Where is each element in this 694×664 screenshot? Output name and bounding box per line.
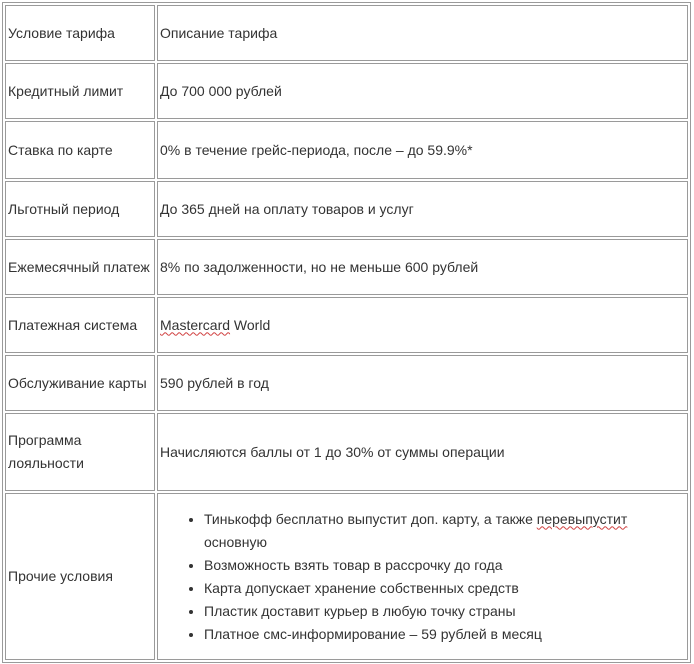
list-item: • Платное смс-информирование – 59 рублей в месяц <box>204 623 685 646</box>
table-row <box>5 181 688 237</box>
description-cell <box>157 493 688 660</box>
list-item: • Возможность взять товар в рассрочку до года <box>204 554 685 577</box>
condition-cell: Обслуживание карты <box>5 355 155 411</box>
description-cell: До 700 000 рублей <box>157 63 688 119</box>
list-item: • Карта допускает хранение собственных средств <box>204 577 685 600</box>
condition-cell: Ежемесячный платеж <box>5 239 155 295</box>
table-row <box>5 493 688 660</box>
table-row <box>5 297 688 353</box>
description-text: World <box>230 316 271 333</box>
condition-header-cell: Условие тарифа <box>5 5 155 61</box>
table-row <box>5 5 688 61</box>
spellcheck-flagged-word: перевыпустит <box>536 510 628 527</box>
condition-cell: Кредитный лимит <box>5 63 155 119</box>
table-row <box>5 413 688 491</box>
spellcheck-flagged-word: Mastercard <box>160 316 231 333</box>
description-cell: Начисляются баллы от 1 до 30% от суммы операции <box>157 413 688 491</box>
table-row <box>5 121 688 179</box>
description-cell: 0% в течение грейс-периода, после – до 59.9%* <box>157 121 688 179</box>
table-row <box>5 355 688 411</box>
condition-cell: Ставка по карте <box>5 121 155 179</box>
list-item-text: основную <box>204 533 267 550</box>
condition-cell: Платежная система <box>5 297 155 353</box>
description-cell: До 365 дней на оплату товаров и услуг <box>157 181 688 237</box>
description-header-cell: Описание тарифа <box>157 5 688 61</box>
condition-cell: Льготный период <box>5 181 155 237</box>
table-row <box>5 63 688 119</box>
description-cell: 8% по задолженности, но не меньше 600 рублей <box>157 239 688 295</box>
list-item <box>204 508 685 554</box>
other-conditions-list <box>160 508 685 646</box>
list-item-text: Тинькофф бесплатно выпустит доп. карту, а также <box>204 510 537 527</box>
description-cell: 590 рублей в год <box>157 355 688 411</box>
tariff-table <box>2 2 691 663</box>
condition-cell: Прочие условия <box>5 493 155 660</box>
table-row <box>5 239 688 295</box>
list-item: • Пластик доставит курьер в любую точку страны <box>204 600 685 623</box>
condition-cell: Программа лояльности <box>5 413 155 491</box>
description-cell <box>157 297 688 353</box>
